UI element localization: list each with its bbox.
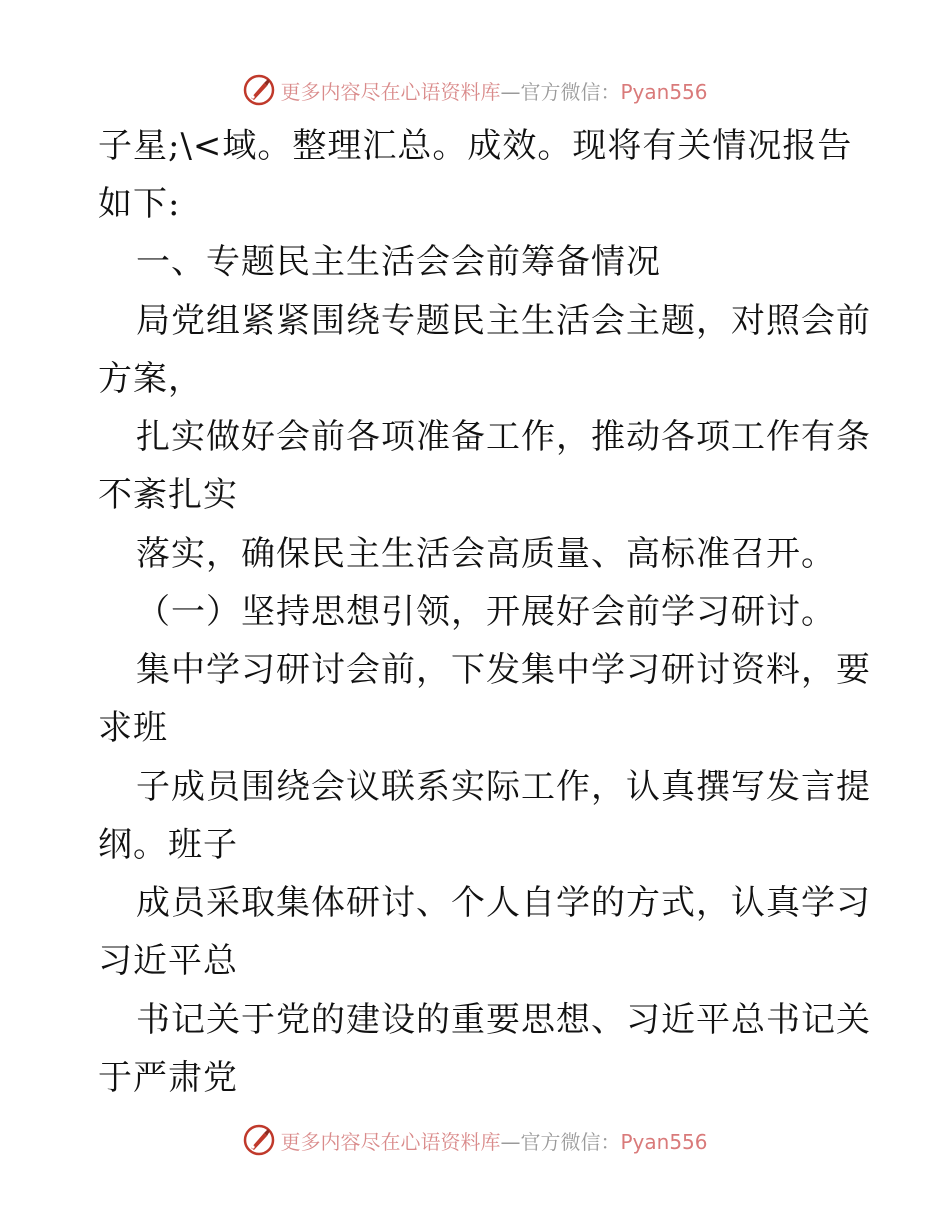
body-line: 纲。班子 [98, 825, 238, 865]
body-line: 于严肃党 [98, 1058, 238, 1098]
header-banner-text [280, 76, 707, 105]
header-banner-main: 更多内容尽在心语资料库 [280, 79, 501, 104]
body-line: 成员采取集体研讨、个人自学的方式，认真学习 [136, 883, 871, 923]
pen-logo-icon [242, 1123, 276, 1157]
body-line: 如下: [98, 184, 181, 224]
header-banner-wechat-label: 官方微信： [520, 79, 621, 104]
header-banner-sep: — [500, 79, 521, 104]
body-line: 落实，确保民主生活会高质量、高标准召开。 [136, 534, 836, 574]
body-line: 方案， [98, 359, 203, 399]
footer-banner-wechat-id: Pyan556 [620, 1129, 708, 1154]
body-line: 习近平总 [98, 941, 238, 981]
footer-banner-sep: — [500, 1129, 521, 1154]
body-line: 子星;\<域。整理汇总。成效。现将有关情况报告 [98, 126, 853, 166]
section-heading: 一、专题民主生活会会前筹备情况 [136, 242, 661, 282]
body-line: 书记关于党的建设的重要思想、习近平总书记关 [136, 1000, 871, 1040]
body-line: 求班 [98, 708, 168, 748]
header-banner [0, 70, 950, 110]
pen-logo-icon [242, 73, 276, 107]
footer-banner-main: 更多内容尽在心语资料库 [280, 1129, 501, 1154]
body-line: 局党组紧紧围绕专题民主生活会主题，对照会前 [136, 301, 871, 341]
body-line: 不紊扎实 [98, 475, 238, 515]
footer-banner-wechat-label: 官方微信： [520, 1129, 621, 1154]
footer-banner-text [280, 1126, 707, 1155]
header-banner-wechat-id: Pyan556 [620, 79, 708, 104]
body-line: 扎实做好会前各项准备工作，推动各项工作有条 [136, 417, 871, 457]
body-line: 子成员围绕会议联系实际工作，认真撰写发言提 [136, 767, 871, 807]
subsection-heading: （一）坚持思想引领，开展好会前学习研讨。 [136, 592, 836, 632]
body-line: 集中学习研讨会前，下发集中学习研讨资料，要 [136, 650, 871, 690]
footer-banner [0, 1120, 950, 1160]
